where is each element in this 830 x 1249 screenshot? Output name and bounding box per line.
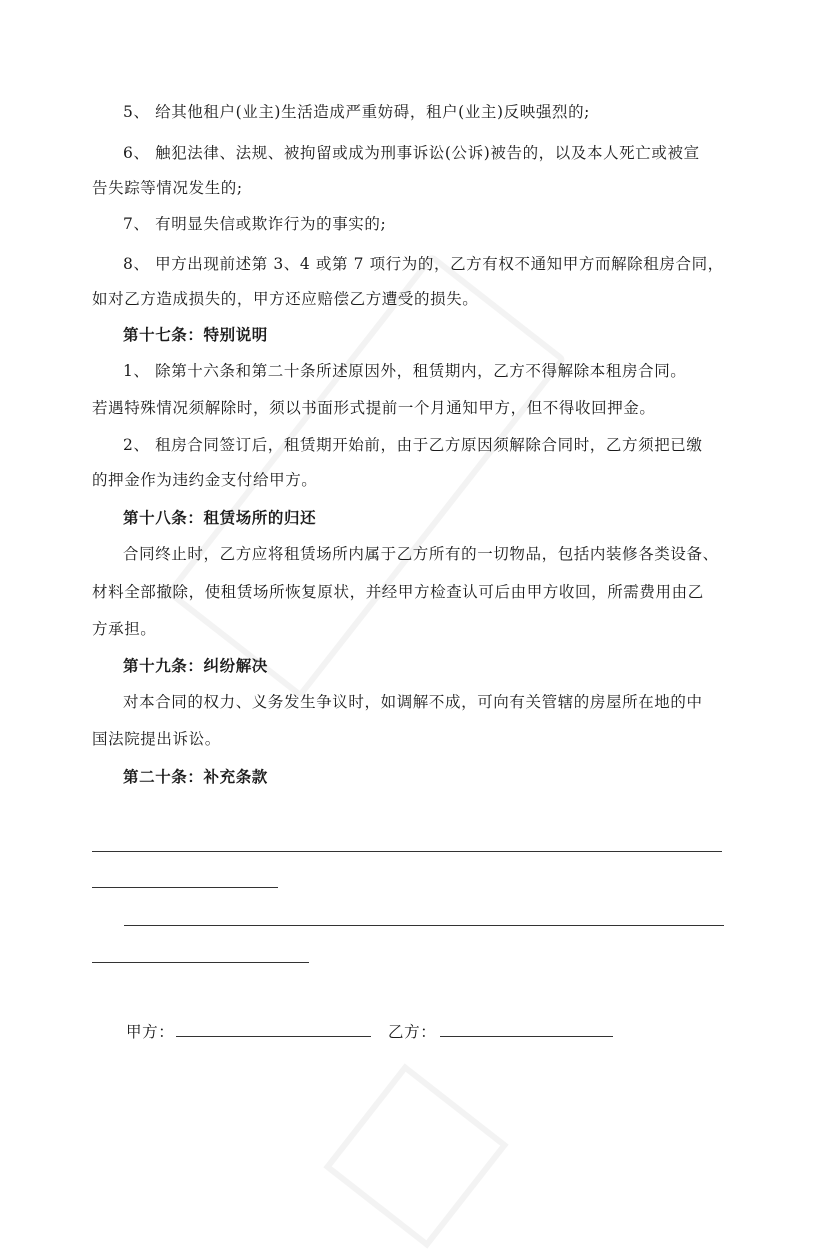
party-a-label: 甲方： bbox=[126, 1023, 175, 1041]
supplement-blank-line[interactable] bbox=[92, 851, 722, 852]
party-b-label: 乙方： bbox=[388, 1023, 437, 1041]
party-a-signature-line[interactable] bbox=[176, 1036, 371, 1037]
clause-item-6-cont: 告失踪等情况发生的; bbox=[92, 179, 243, 197]
article-19-heading: 第十九条：纠纷解决 bbox=[123, 656, 268, 675]
article-20-heading: 第二十条：补充条款 bbox=[123, 767, 268, 786]
supplement-blank-line[interactable] bbox=[124, 925, 724, 926]
article-17-item-2-cont: 的押金作为违约金支付给甲方。 bbox=[92, 471, 318, 489]
article-17-heading: 第十七条：特别说明 bbox=[123, 325, 268, 344]
watermark-shape bbox=[323, 1063, 508, 1248]
article-18-text: 合同终止时，乙方应将租赁场所内属于乙方所有的一切物品，包括内装修各类设备、 bbox=[123, 545, 719, 563]
article-17-item-1: 1、 除第十六条和第二十条所述原因外，租赁期内，乙方不得解除本租房合同。 bbox=[123, 362, 687, 380]
article-17-item-2: 2、 租房合同签订后，租赁期开始前，由于乙方原因须解除合同时，乙方须把已缴 bbox=[123, 436, 703, 454]
supplement-blank-line[interactable] bbox=[92, 962, 309, 963]
party-b-signature-line[interactable] bbox=[440, 1036, 613, 1037]
clause-item-8: 8、 甲方出现前述第 3、4 或第 7 项行为的，乙方有权不通知甲方而解除租房合同， bbox=[123, 255, 724, 273]
clause-item-6: 6、 触犯法律、法规、被拘留或成为刑事诉讼(公诉)被告的，以及本人死亡或被宣 bbox=[123, 144, 700, 162]
article-18-text-cont: 方承担。 bbox=[92, 620, 157, 638]
article-19-text: 对本合同的权力、义务发生争议时，如调解不成，可向有关管辖的房屋所在地的中 bbox=[123, 693, 703, 711]
article-18-text-cont: 材料全部撤除，使租赁场所恢复原状，并经甲方检查认可后由甲方收回，所需费用由乙 bbox=[92, 583, 704, 601]
clause-item-8-cont: 如对乙方造成损失的，甲方还应赔偿乙方遭受的损失。 bbox=[92, 290, 479, 308]
clause-item-5: 5、 给其他租户(业主)生活造成严重妨碍，租户(业主)反映强烈的; bbox=[123, 103, 591, 121]
article-17-item-1-cont: 若遇特殊情况须解除时，须以书面形式提前一个月通知甲方，但不得收回押金。 bbox=[92, 399, 656, 417]
clause-item-7: 7、 有明显失信或欺诈行为的事实的; bbox=[123, 215, 387, 233]
article-18-heading: 第十八条：租赁场所的归还 bbox=[123, 508, 317, 527]
supplement-blank-line[interactable] bbox=[92, 887, 278, 888]
article-19-text-cont: 国法院提出诉讼。 bbox=[92, 730, 221, 748]
